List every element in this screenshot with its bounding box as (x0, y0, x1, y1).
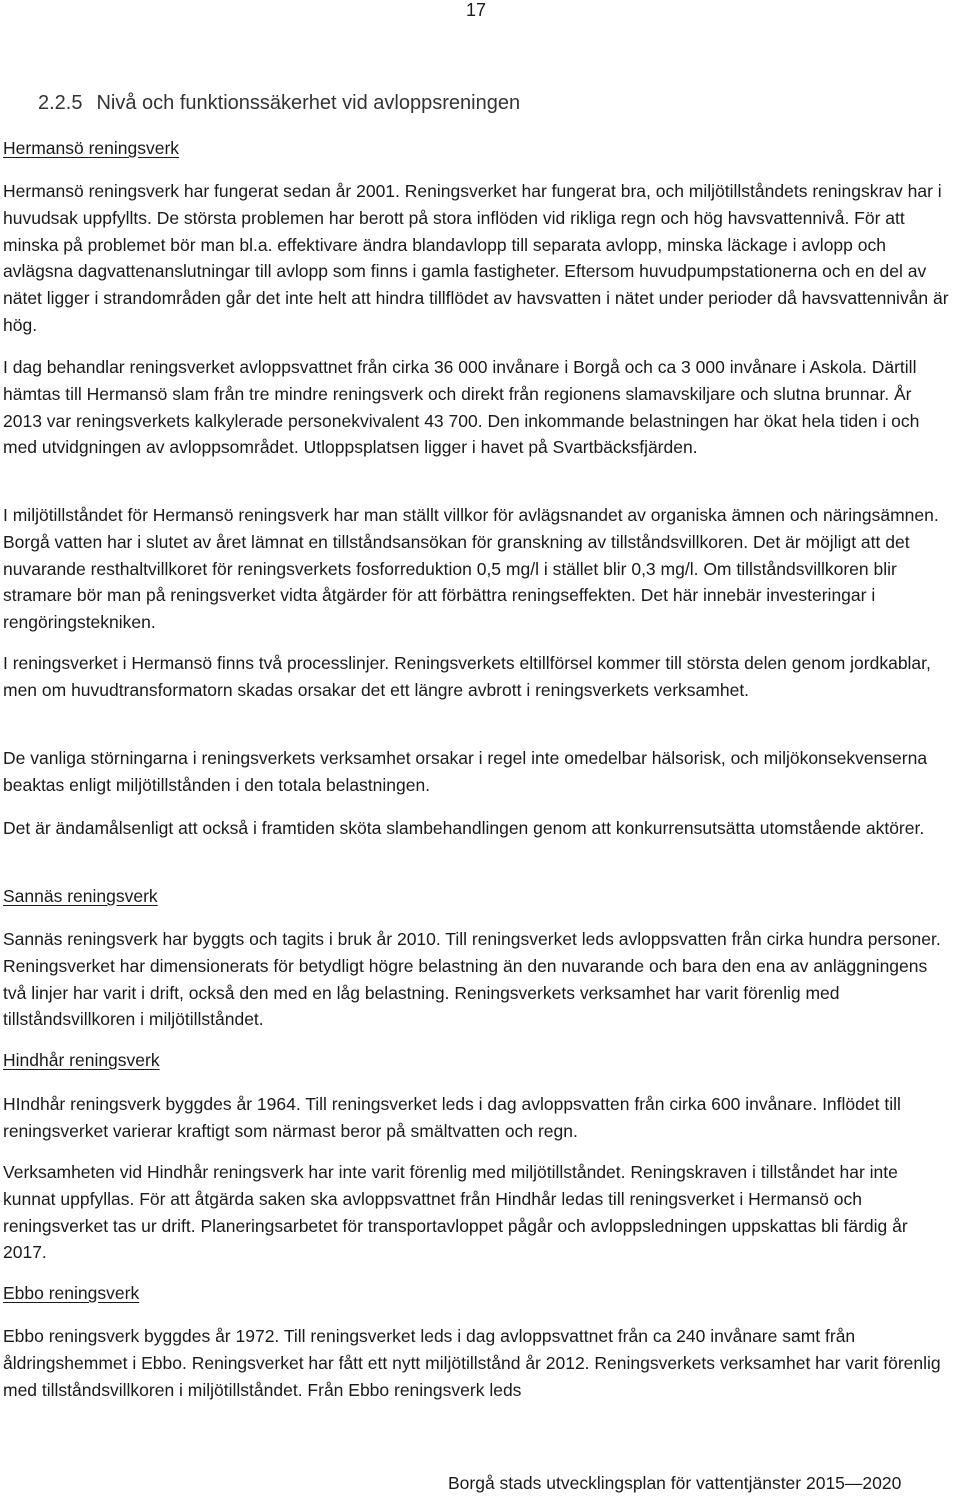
sannas-heading: Sannäs reningsverk (3, 886, 158, 906)
hermanso-paragraph-3: I miljötillståndet för Hermansö reningsverk har man ställt villkor för avlägsnandet av organiska ämnen och näringsämnen. Borgå vatten har i slutet av året lämnat en tillståndsansökan för granskning av tillståndsvillkoren. Det är möjligt att det nuvarande resthaltvillkoret för reningsverkets fosforreduktion 0,5 mg/l i stället blir 0,3 mg/l. Om tillståndsvillkoren blir stramare bör man på reningsverket vidta åtgärder för att förbättra reningseffekten. Det här innebär investeringar i rengöringstekniken. (3, 505, 939, 633)
hermanso-paragraph-1: Hermansö reningsverk har fungerat sedan år 2001. Reningsverket har fungerat bra, och miljötillståndets reningskrav har i huvudsak uppfyllts. De största problemen har berott på stora inflöden vid rikliga regn och hög havsvattennivå. För att minska på problemet bör man bl.a. effektivare ändra blandavlopp till separata avlopp, minska läckage i avlopp och avlägsna dagvattenanslutningar till avlopp som finns i gamla fastigheter. Eftersom huvudpumpstationerna och en del av nätet ligger i strandområden går det inte helt att hindra tillflödet av havsvatten i nätet under perioder då havsvattennivån är hög. (3, 181, 949, 335)
hermanso-heading: Hermansö reningsverk (3, 138, 180, 158)
ebbo-paragraph-1: Ebbo reningsverk byggdes år 1972. Till reningsverket leds i dag avloppsvattnet från ca 240 invånare samt från åldringshemmet i Ebbo. Reningsverket har fått ett nytt miljötillstånd år 2012. Reningsverkets verksamhet har varit förenlig med tillståndsvillkoren i miljötillståndet. Från Ebbo reningsverk leds (3, 1326, 941, 1400)
section-heading (38, 92, 520, 115)
ebbo-heading: Ebbo reningsverk (3, 1283, 140, 1303)
hermanso-paragraph-2: I dag behandlar reningsverket avloppsvattnet från cirka 36 000 invånare i Borgå och ca 3 000 invånare i Askola. Därtill hämtas till Hermansö slam från tre mindre reningsverk och direkt från regionens slamavskiljare och slutna brunnar. År 2013 var reningsverkets kalkylerade personekvivalent 43 700. Den inkommande belastningen har ökat hela tiden i och med utvidgningen av avloppsområdet. Utloppsplatsen ligger i havet på Svartbäcksfjärden. (3, 357, 920, 458)
hindhar-heading: Hindhår reningsverk (3, 1050, 160, 1070)
hermanso-paragraph-6: Det är ändamålsenligt att också i framtiden sköta slambehandlingen genom att konkurrensutsätta utomstående aktörer. (3, 818, 925, 838)
hindhar-paragraph-2: Verksamheten vid Hindhår reningsverk har inte varit förenlig med miljötillståndet. Reningskraven i tillståndet har inte kunnat uppfyllas. För att åtgärda saken ska avloppsvattnet från Hindhår ledas till reningsverket i Hermansö och reningsverket tas ur drift. Planeringsarbetet för transportavloppet pågår och avloppsledningen uppskattas bli färdig år 2017. (3, 1162, 908, 1263)
hindhar-paragraph-1: HIndhår reningsverk byggdes år 1964. Till reningsverket leds i dag avloppsvatten från cirka 600 invånare. Inflödet till reningsverket varierar kraftigt som närmast beror på smältvatten och regn. (3, 1094, 901, 1141)
hermanso-paragraph-4: I reningsverket i Hermansö finns två processlinjer. Reningsverkets eltillförsel kommer till största delen genom jordkablar, men om huvudtransformatorn skadas orsakar det ett längre avbrott i reningsverkets verksamhet. (3, 653, 931, 700)
page-footer: Borgå stads utvecklingsplan för vattentjänster 2015—2020 (448, 1473, 902, 1493)
hermanso-paragraph-5: De vanliga störningarna i reningsverkets verksamhet orsakar i regel inte omedelbar hälsorisk, och miljökonsekvenserna beaktas enligt miljötillstånden i den totala belastningen. (3, 748, 928, 795)
section-title: Nivå och funktionssäkerhet vid avloppsreningen (96, 92, 521, 114)
sannas-paragraph-1: Sannäs reningsverk har byggts och tagits i bruk år 2010. Till reningsverket leds avloppsvatten från cirka hundra personer. Reningsverket har dimensionerats för betydligt högre belastning än den nuvarande och bara den ena av anläggningens två linjer har varit i drift, också den med en låg belastning. Reningsverkets verksamhet har varit förenlig med tillståndsvillkoren i miljötillståndet. (3, 929, 941, 1030)
section-number: 2.2.5 (38, 92, 83, 114)
page-number: 17 (466, 0, 487, 20)
